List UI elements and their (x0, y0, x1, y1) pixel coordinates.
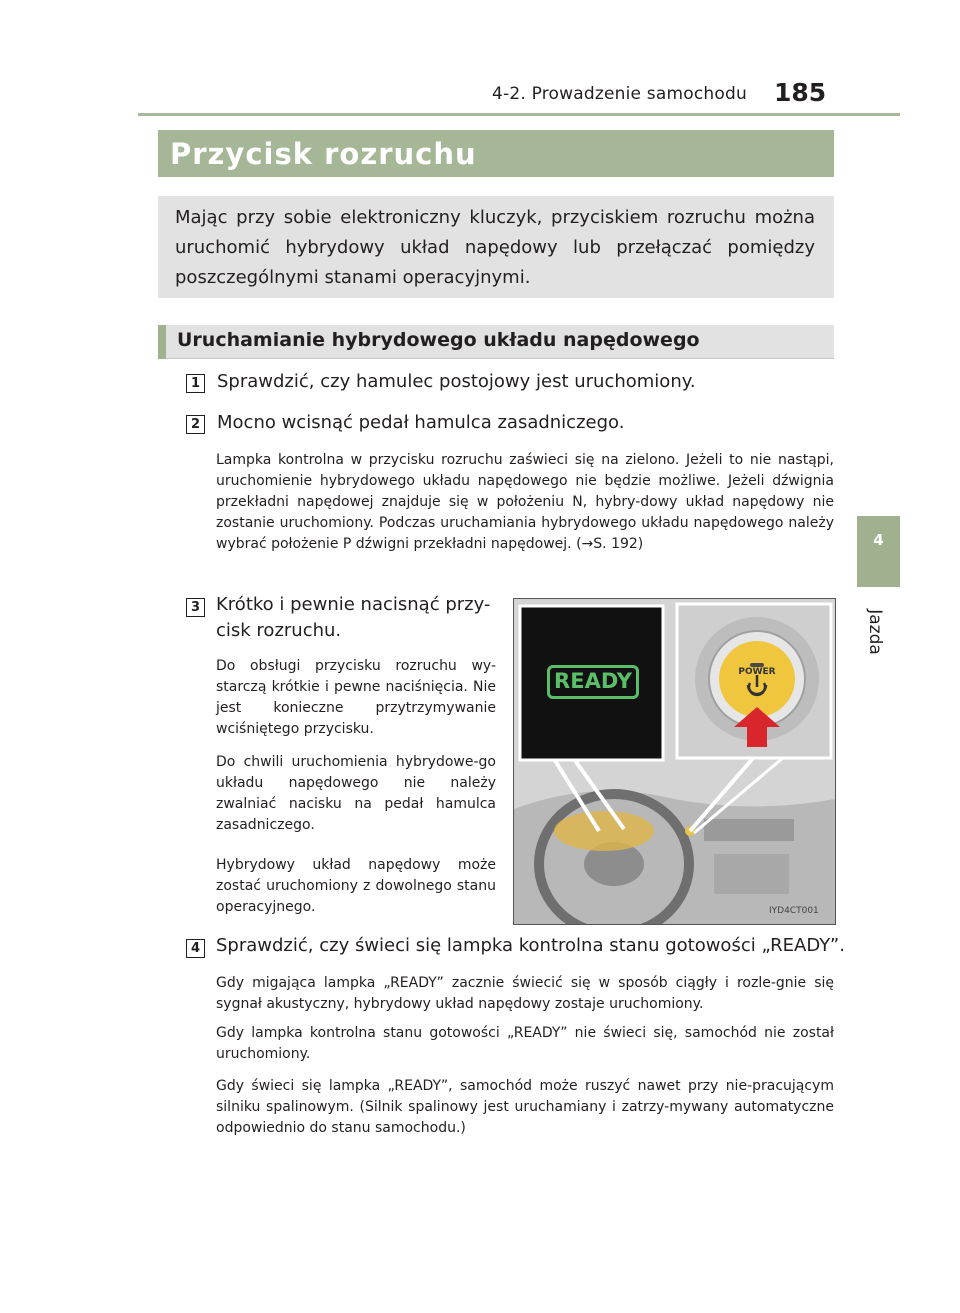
step-number-4: 4 (186, 939, 205, 958)
step-3-text-line1: Krótko i pewnie nacisnąć przy- (216, 594, 491, 615)
step-3-note-b: Do chwili uruchomienia hybrydowe-go układu napędowego nie należy zwalniać nacisku na pedał hamulca zasadniczego. (216, 754, 496, 833)
step-4-note-a: Gdy migająca lampka „READY” zacznie świecić się w sposób ciągły i rozle-gnie się sygnał akustyczny, hybrydowy układ napędowy zostaje uruchomiony. (216, 975, 834, 1012)
step-4-note-c: Gdy świeci się lampka „READY”, samochód może ruszyć nawet przy nie-pracującym silniku spalinowym. (Silnik spalinowy jest uruchamiany i zatrzy-mywany automatyczne odpowiednio do stanu samochodu.) (216, 1078, 834, 1136)
step-number-3: 3 (186, 598, 205, 617)
page-title: Przycisk rozruchu (170, 137, 477, 171)
dashboard-illustration (513, 598, 836, 925)
step-2-text: Mocno wcisnąć pedał hamulca zasadniczego. (217, 412, 625, 433)
power-button-label: POWER (738, 667, 776, 677)
step-3-note-c: Hybrydowy układ napędowy może zostać uruchomiony z dowolnego stanu operacyjnego. (216, 857, 496, 915)
chapter-number: 4 (873, 531, 884, 549)
step-4-text: Sprawdzić, czy świeci się lampka kontrolna stanu gotowości „READY”. (216, 935, 845, 956)
step-3-note-a: Do obsługi przycisku rozruchu wy-starczą krótkie i pewne naciśnięcia. Nie jest konieczne przytrzymywanie wciśniętego przycisku. (216, 658, 496, 737)
step-2-note: Lampka kontrolna w przycisku rozruchu zaświeci się na zielono. Jeżeli to nie nastąpi, uruchomienie hybrydowego układu napędowego nie będzie możliwe. Jeżeli dźwignia przekładni napędowej znajduje się w położeniu N, hybry-dowy układ napędowy nie zostanie uruchomiony. Podczas uruchamiania hybrydowego układu napędowego należy wybrać położenie P dźwigni przekładni napędowej. (→S. 192) (216, 452, 834, 552)
page-number: 185 (774, 78, 827, 107)
header-divider (138, 113, 900, 116)
chapter-label-container (862, 606, 898, 666)
step-4-note-b: Gdy lampka kontrolna stanu gotowości „READY” nie świeci się, samochód nie został uruchomiony. (216, 1025, 834, 1062)
chapter-tab[interactable] (857, 516, 900, 587)
section-header: 4-2. Prowadzenie samochodu (492, 84, 747, 104)
step-3-text-line2: cisk rozruchu. (216, 620, 342, 641)
subheading: Uruchamianie hybrydowego układu napędowego (177, 329, 700, 351)
chapter-label: Jazda (864, 609, 885, 655)
step-1-text: Sprawdzić, czy hamulec postojowy jest uruchomiony. (217, 371, 696, 392)
step-number-2: 2 (186, 415, 205, 434)
illustration-drawing (514, 599, 835, 924)
step-number-1: 1 (186, 374, 205, 393)
intro-text: Mając przy sobie elektroniczny kluczyk, przyciskiem rozruchu można uruchomić hybrydowy układ napędowy lub przełączać pomiędzy poszczególnymi stanami operacyjnymi. (175, 207, 815, 288)
ready-indicator-label: READY (554, 669, 632, 693)
illustration-code: IYD4CT001 (769, 906, 819, 916)
subheading-accent (158, 325, 166, 359)
